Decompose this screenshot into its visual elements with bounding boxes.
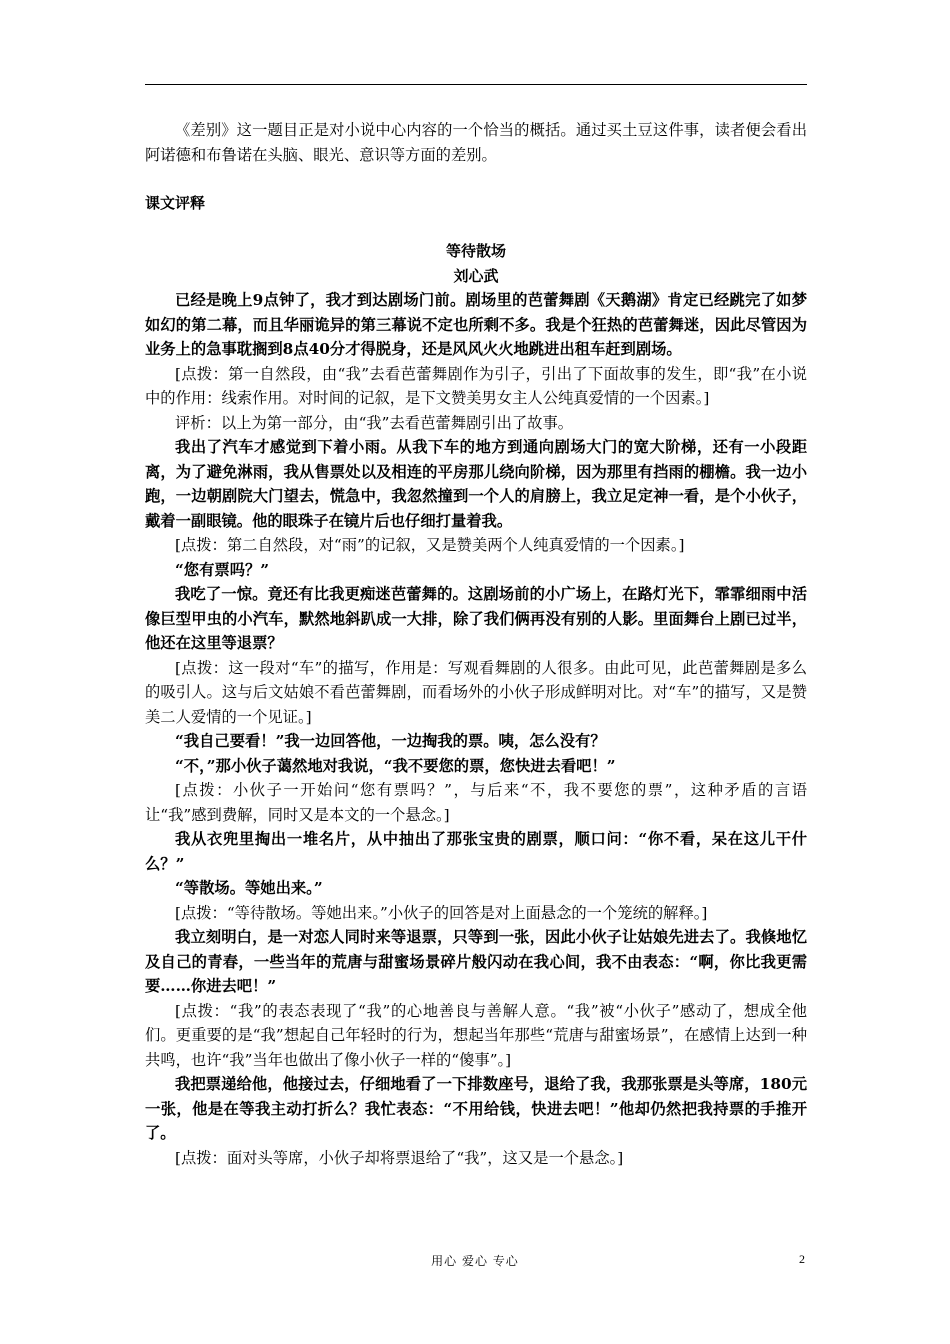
story-paragraph: “我自己要看！”我一边回答他，一边掏我的票。咦，怎么没有？ [175, 732, 606, 750]
story-author: 刘心武 [453, 266, 499, 285]
story-paragraphs [145, 288, 807, 1170]
story-title: 等待散场 [445, 242, 506, 260]
story-paragraph: “等散场。等她出来。” [175, 879, 323, 897]
story-paragraph: “您有票吗？” [175, 560, 270, 579]
intro-paragraph: 《差别》这一题目正是对小说中心内容的一个恰当的概括。通过买土豆这件事，读者便会看出阿诺德和布鲁诺在头脑、眼光、意识等方面的差别。 [145, 121, 807, 164]
annotation-paragraph: [点拨：小伙子一开始问“您有票吗？”，与后来“不，我不要您的票”，这种矛盾的言语让“我”感到费解，同时又是本文的一个悬念。] [145, 781, 807, 824]
section-heading: 课文评释 [145, 194, 206, 212]
story-paragraph: 我把票递给他，他接过去，仔细地看了一下排数座号，退给了我，我那张票是头等席，180元一张，他是在等我主动打折么？我忙表态：“不用给钱，快进去吧！”他却仍然把我持票的手推开了。 [145, 1075, 807, 1142]
footer-motto-text: 用心 爱心 专心 [431, 1254, 519, 1268]
annotation-paragraph: [点拨：第一自然段，由“我”去看芭蕾舞剧作为引子，引出了下面故事的发生，即“我”在小说中的作用：线索作用。对时间的记叙，是下文赞美男女主人公纯真爱情的一个因素。] [145, 364, 807, 407]
annotation-paragraph: [点拨：“等待散场。等她出来。”小伙子的回答是对上面悬念的一个笼统的解释。] [175, 903, 708, 922]
story-paragraph: 我从衣兜里掏出一堆名片，从中抽出了那张宝贵的剧票，顺口问：“你不看，呆在这儿干什么？” [145, 830, 807, 873]
annotation-paragraph: [点拨：“我”的表态表现了“我”的心地善良与善解人意。“我”被“小伙子”感动了，想成全他们。更重要的是“我”想起自己年轻时的行为，想起当年那些“荒唐与甜蜜场景”，在感情上达到一种共鸣，也许“我”当年也做出了像小伙子一样的“傻事”。] [145, 1001, 807, 1069]
page-number: 2 [799, 1252, 805, 1266]
annotation-paragraph: [点拨：第二自然段，对“雨”的记叙，又是赞美两个人纯真爱情的一个因素。] [175, 536, 685, 554]
story-paragraph: “不，”那小伙子蔼然地对我说，“我不要您的票，您快进去看吧！” [175, 756, 616, 775]
header-rule [145, 84, 807, 85]
annotation-paragraph: [点拨：面对头等席，小伙子却将票退给了“我”，这又是一个悬念。] [175, 1148, 624, 1167]
story-paragraph: 我立刻明白，是一对恋人同时来等退票，只等到一张，因此小伙子让姑娘先进去了。我倏地忆及自己的青春，一些当年的荒唐与甜蜜场景碎片般闪动在我心间，我不由表态：“啊，你比我更需要……你进去吧！” [145, 928, 807, 995]
story-paragraph: 我吃了一惊。竟还有比我更痴迷芭蕾舞的。这剧场前的小广场上，在路灯光下，霏霏细雨中活像巨型甲虫的小汽车，默然地斜趴成一大排，除了我们俩再没有别的人影。里面舞台上剧已过半，他还在这里等退票？ [145, 585, 807, 652]
annotation-paragraph: 评析：以上为第一部分，由“我”去看芭蕾舞剧引出了故事。 [175, 413, 574, 432]
footer-motto [0, 1252, 950, 1269]
annotation-paragraph: [点拨：这一段对“车”的描写，作用是：写观看舞剧的人很多。由此可见，此芭蕾舞剧是多么的吸引人。这与后文姑娘不看芭蕾舞剧，而看场外的小伙子形成鲜明对比。对“车”的描写，又是赞美二人爱情的一个见证。] [145, 658, 807, 726]
story-paragraph: 已经是晚上9点钟了，我才到达剧场门前。剧场里的芭蕾舞剧《天鹅湖》肯定已经跳完了如梦如幻的第二幕，而且华丽诡异的第三幕说不定也所剩不多。我是个狂热的芭蕾舞迷，因此尽管因为业务上的急事耽搁到8点40分才得脱身，还是风风火火地跳进出租车赶到剧场。 [145, 291, 807, 358]
story-paragraph: 我出了汽车才感觉到下着小雨。从我下车的地方到通向剧场大门的宽大阶梯，还有一小段距离，为了避免淋雨，我从售票处以及相连的平房那儿绕向阶梯，因为那里有挡雨的棚檐。我一边小跑，一边朝剧院大门望去，慌急中，我忽然撞到一个人的肩膀上，我立足定神一看，是个小伙子，戴着一副眼镜。他的眼珠子在镜片后也仔细打量着我。 [145, 438, 807, 530]
document-body [145, 118, 807, 1170]
